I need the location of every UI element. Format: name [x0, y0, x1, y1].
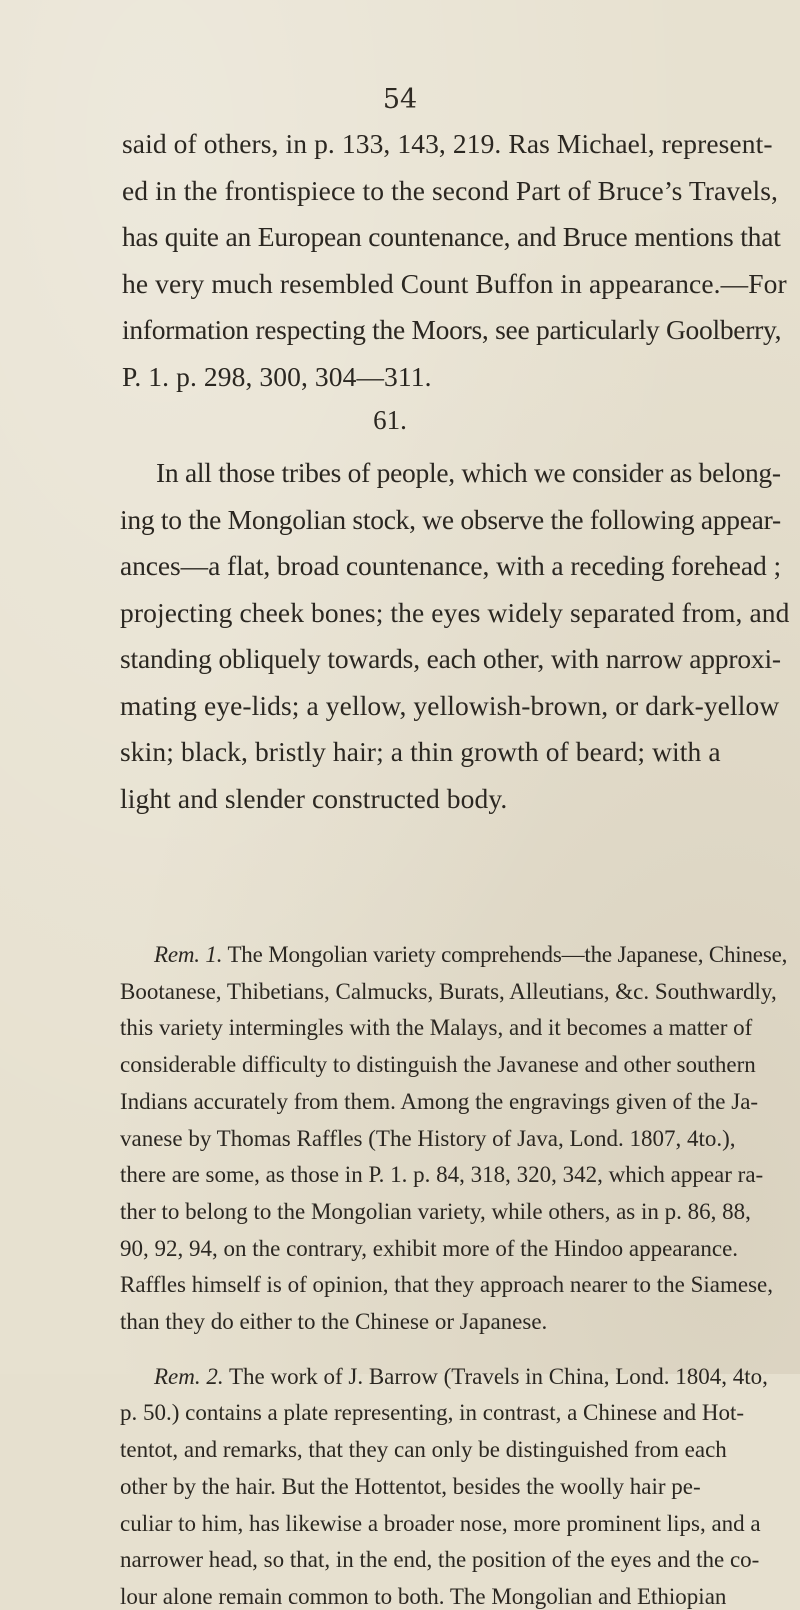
text-line: p. 50.) contains a plate representing, in contrast, a Chinese and Hot- [120, 1400, 745, 1426]
text-line: ther to belong to the Mongolian variety, while others, as in p. 86, 88, [120, 1198, 751, 1224]
remark-label: Rem. 1. [154, 942, 223, 967]
remark-label: Rem. 2. [154, 1363, 224, 1389]
text-line: 90, 92, 94, on the contrary, exhibit more of the Hindoo appearance. [120, 1235, 739, 1261]
text-line: considerable difficulty to distinguish the Javanese and other southern [120, 1052, 756, 1078]
remark-first-line [154, 942, 787, 968]
text-line: ed in the frontispiece to the second Part of Bruce’s Travels, [122, 174, 779, 206]
text-line: he very much resembled Count Buffon in appearance.—For [122, 267, 787, 299]
text-line: information respecting the Moors, see particularly Goolberry, [122, 314, 782, 345]
text-line: Raffles himself is of opinion, that they approach nearer to the Siamese, [120, 1272, 773, 1298]
text-line: P. 1. p. 298, 300, 304—311. [122, 360, 432, 392]
text-line: projecting cheek bones; the eyes widely separated from, and [120, 596, 790, 628]
remark-text: The Mongolian variety comprehends—the Japanese, Chinese, [222, 942, 788, 967]
text-line: ances—a flat, broad countenance, with a receding forehead ; [120, 550, 782, 581]
text-line: there are some, as those in P. 1. p. 84, 318, 320, 342, which appear ra- [120, 1162, 764, 1188]
text-line: said of others, in p. 133, 143, 219. Ras Michael, represent- [122, 128, 773, 159]
text-line: Indians accurately from them. Among the engravings given of the Ja- [120, 1088, 759, 1114]
text-line: standing obliquely towards, each other, with narrow approxi- [120, 643, 781, 674]
text-line: tentot, and remarks, that they can only be distinguished from each [120, 1437, 727, 1463]
remark-text: The work of J. Barrow (Travels in China, Lond. 1804, 4to, [223, 1363, 768, 1389]
section-heading: 61. [373, 405, 407, 435]
text-line: other by the hair. But the Hottentot, besides the woolly hair pe- [120, 1473, 701, 1499]
text-line: this variety intermingles with the Malays, and it becomes a matter of [120, 1015, 753, 1041]
remark-first-line [154, 1364, 768, 1390]
text-line: mating eye-lids; a yellow, yellowish-brown, or dark-yellow [120, 689, 780, 721]
text-line: light and slender constructed body. [120, 782, 508, 814]
text-line: Bootanese, Thibetians, Calmucks, Burats, Alleutians, &c. Southwardly, [120, 978, 777, 1004]
text-line: skin; black, bristly hair; a thin growth of beard; with a [120, 736, 721, 767]
text-line: has quite an European countenance, and Bruce mentions that [122, 221, 781, 252]
text-line: lour alone remain common to both. The Mongolian and Ethiopian [120, 1583, 727, 1609]
page-number: 54 [382, 84, 418, 115]
text-line: vanese by Thomas Raffles (The History of Java, Lond. 1807, 4to.), [120, 1125, 736, 1151]
text-line: narrower head, so that, in the end, the position of the eyes and the co- [120, 1547, 760, 1573]
text-line: culiar to him, has likewise a broader nose, more prominent lips, and a [120, 1510, 761, 1536]
text-line: than they do either to the Chinese or Japanese. [120, 1309, 548, 1334]
text-line: In all those tribes of people, which we consider as belong- [156, 457, 781, 488]
text-line: ing to the Mongolian stock, we observe the following appear- [120, 503, 781, 535]
